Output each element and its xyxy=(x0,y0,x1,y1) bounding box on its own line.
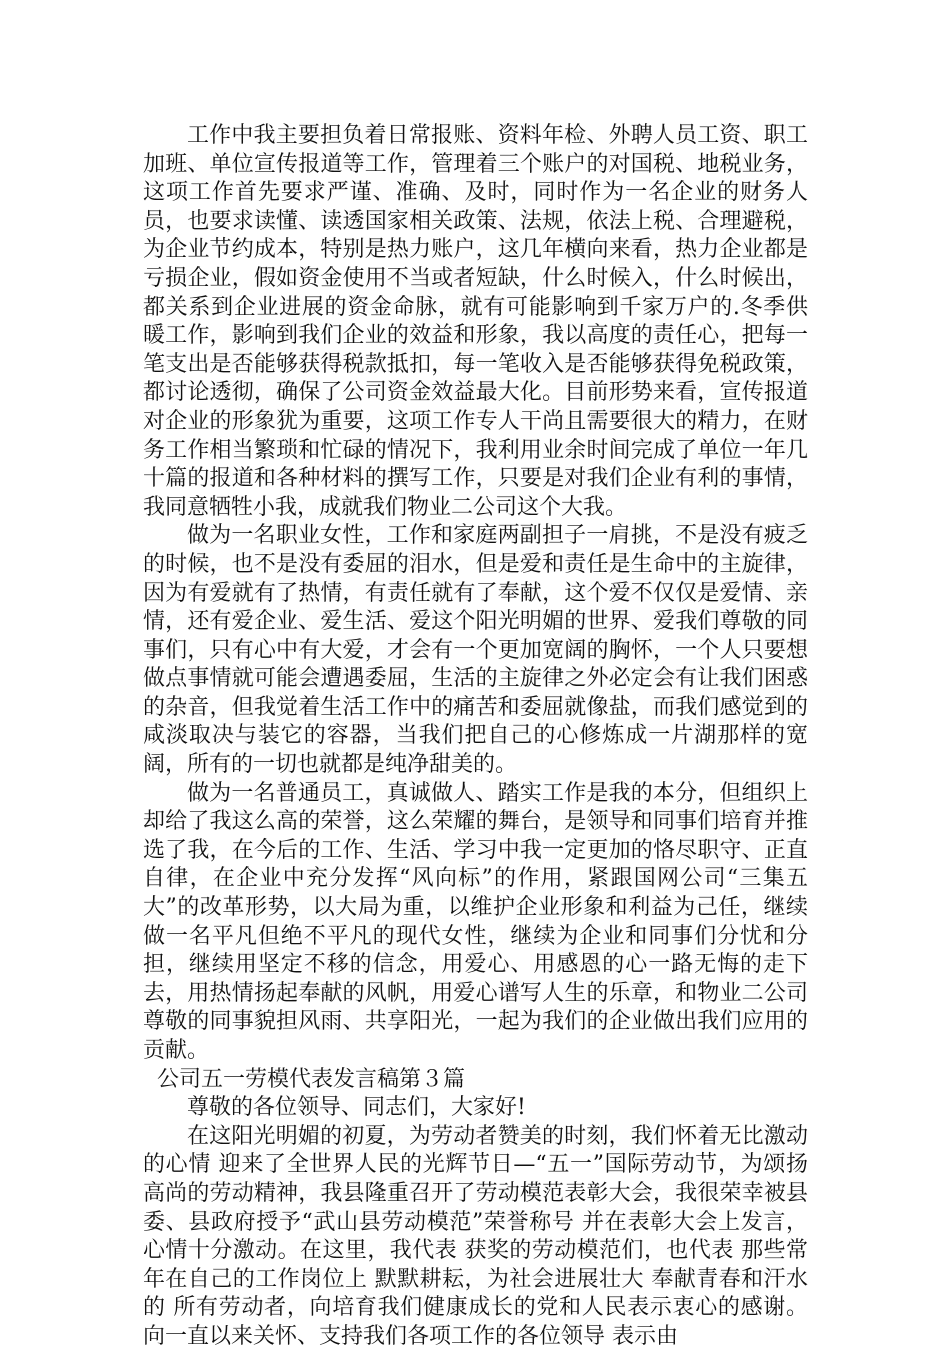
greeting-line: 尊敬的各位领导、同志们，大家好! xyxy=(187,1095,526,1121)
paragraph-ordinary-employee: 做为一名普通员工，真诚做人、踏实工作是我的本分，但组织上却给了我这么高的荣誉，这么荣耀的舞台，是领导和同事们培育并推选了我，在今后的工作、生活、学习中我一定更加的恪尽职守、正直自律，在企业中充分发挥“风向标”的作用，紧跟国网公司“三集五大”的改革形势，以大局为重，以维护企业形象和利益为己任，继续做一名平凡但绝不平凡的现代女性，继续为企业和同事们分忧和分担，继续用坚定不移的信念，用爱心、用感恩的心一路无悔的走下去，用热情扬起奉献的风帆，用爱心谱写人生的乐章，和物业二公司尊敬的同事貌担风雨、共享阳光，一起为我们的企业做出我们应用的贡献。 xyxy=(143,780,808,1063)
paragraph-career-woman: 做为一名职业女性，工作和家庭两副担子一肩挑，不是没有疲乏的时候，也不是没有委屈的泪水，但是爱和责任是生命中的主旋律，因为有爱就有了热情，有责任就有了奉献，这个爱不仅仅是爱情、亲情，还有爱企业、爱生活、爱这个阳光明媚的世界、爱我们尊敬的同事们，只有心中有大爱，才会有一个更加宽阔的胸怀，一个人只要想做点事情就可能会遭遇委屈，生活的主旋律之外必定会有让我们困惑的杂音，但我觉着生活工作中的痛苦和委屈就像盐，而我们感觉到的咸淡取决与装它的容器，当我们把自己的心修炼成一片湖那样的宽阔，所有的一切也就都是纯净甜美的。 xyxy=(143,523,808,778)
paragraph-may-day: 在这阳光明媚的初夏，为劳动者赞美的时刻，我们怀着无比激动的心情 迎来了全世界人民的光辉节日—“五一”国际劳动节，为颂扬高尚的劳动精神，我县隆重召开了劳动模范表彰大会，我很荣幸被县委、县政府授予“武山县劳动模范”荣誉称号 并在表彰大会上发言，心情十分激动。在这里，我代表 获奖的劳动模范们，也代表 那些常年在自己的工作岗位上 默默耕耘，为社会进展壮大 奉献青春和汗水的 所有劳动者，向培育我们健康成长的党和人民表示衷心的感谢。向一直以来关怀、支持我们各项工作的各位领导 表示由 xyxy=(143,1123,808,1349)
section-heading: 公司五一劳模代表发言稿第３篇 xyxy=(157,1066,466,1092)
paragraph-work-duties: 工作中我主要担负着日常报账、资料年检、外聘人员工资、职工加班、单位宣传报道等工作，管理着三个账户的对国税、地税业务，这项工作首先要求严谨、准确、及时，同时作为一名企业的财务人员，也要求读懂、读透国家相关政策、法规，依法上税、合理避税，为企业节约成本，特别是热力账户，这几年横向来看，热力企业都是亏损企业，假如资金使用不当或者短缺，什么时候入，什么时候出，都关系到企业进展的资金命脉，就有可能影响到千家万户的.冬季供暖工作，影响到我们企业的效益和形象，我以高度的责任心，把每一笔支出是否能够获得税款抵扣，每一笔收入是否能够获得免税政策，都讨论透彻，确保了公司资金效益最大化。目前形势来看，宣传报道对企业的形象犹为重要，这项工作专人干尚且需要很大的精力，在财务工作相当繁琐和忙碌的情况下，我利用业余时间完成了单位一年几十篇的报道和各种材料的撰写工作，只要是对我们企业有利的事情，我同意牺牲小我，成就我们物业二公司这个大我。 xyxy=(143,123,808,520)
document-body xyxy=(143,122,808,1352)
